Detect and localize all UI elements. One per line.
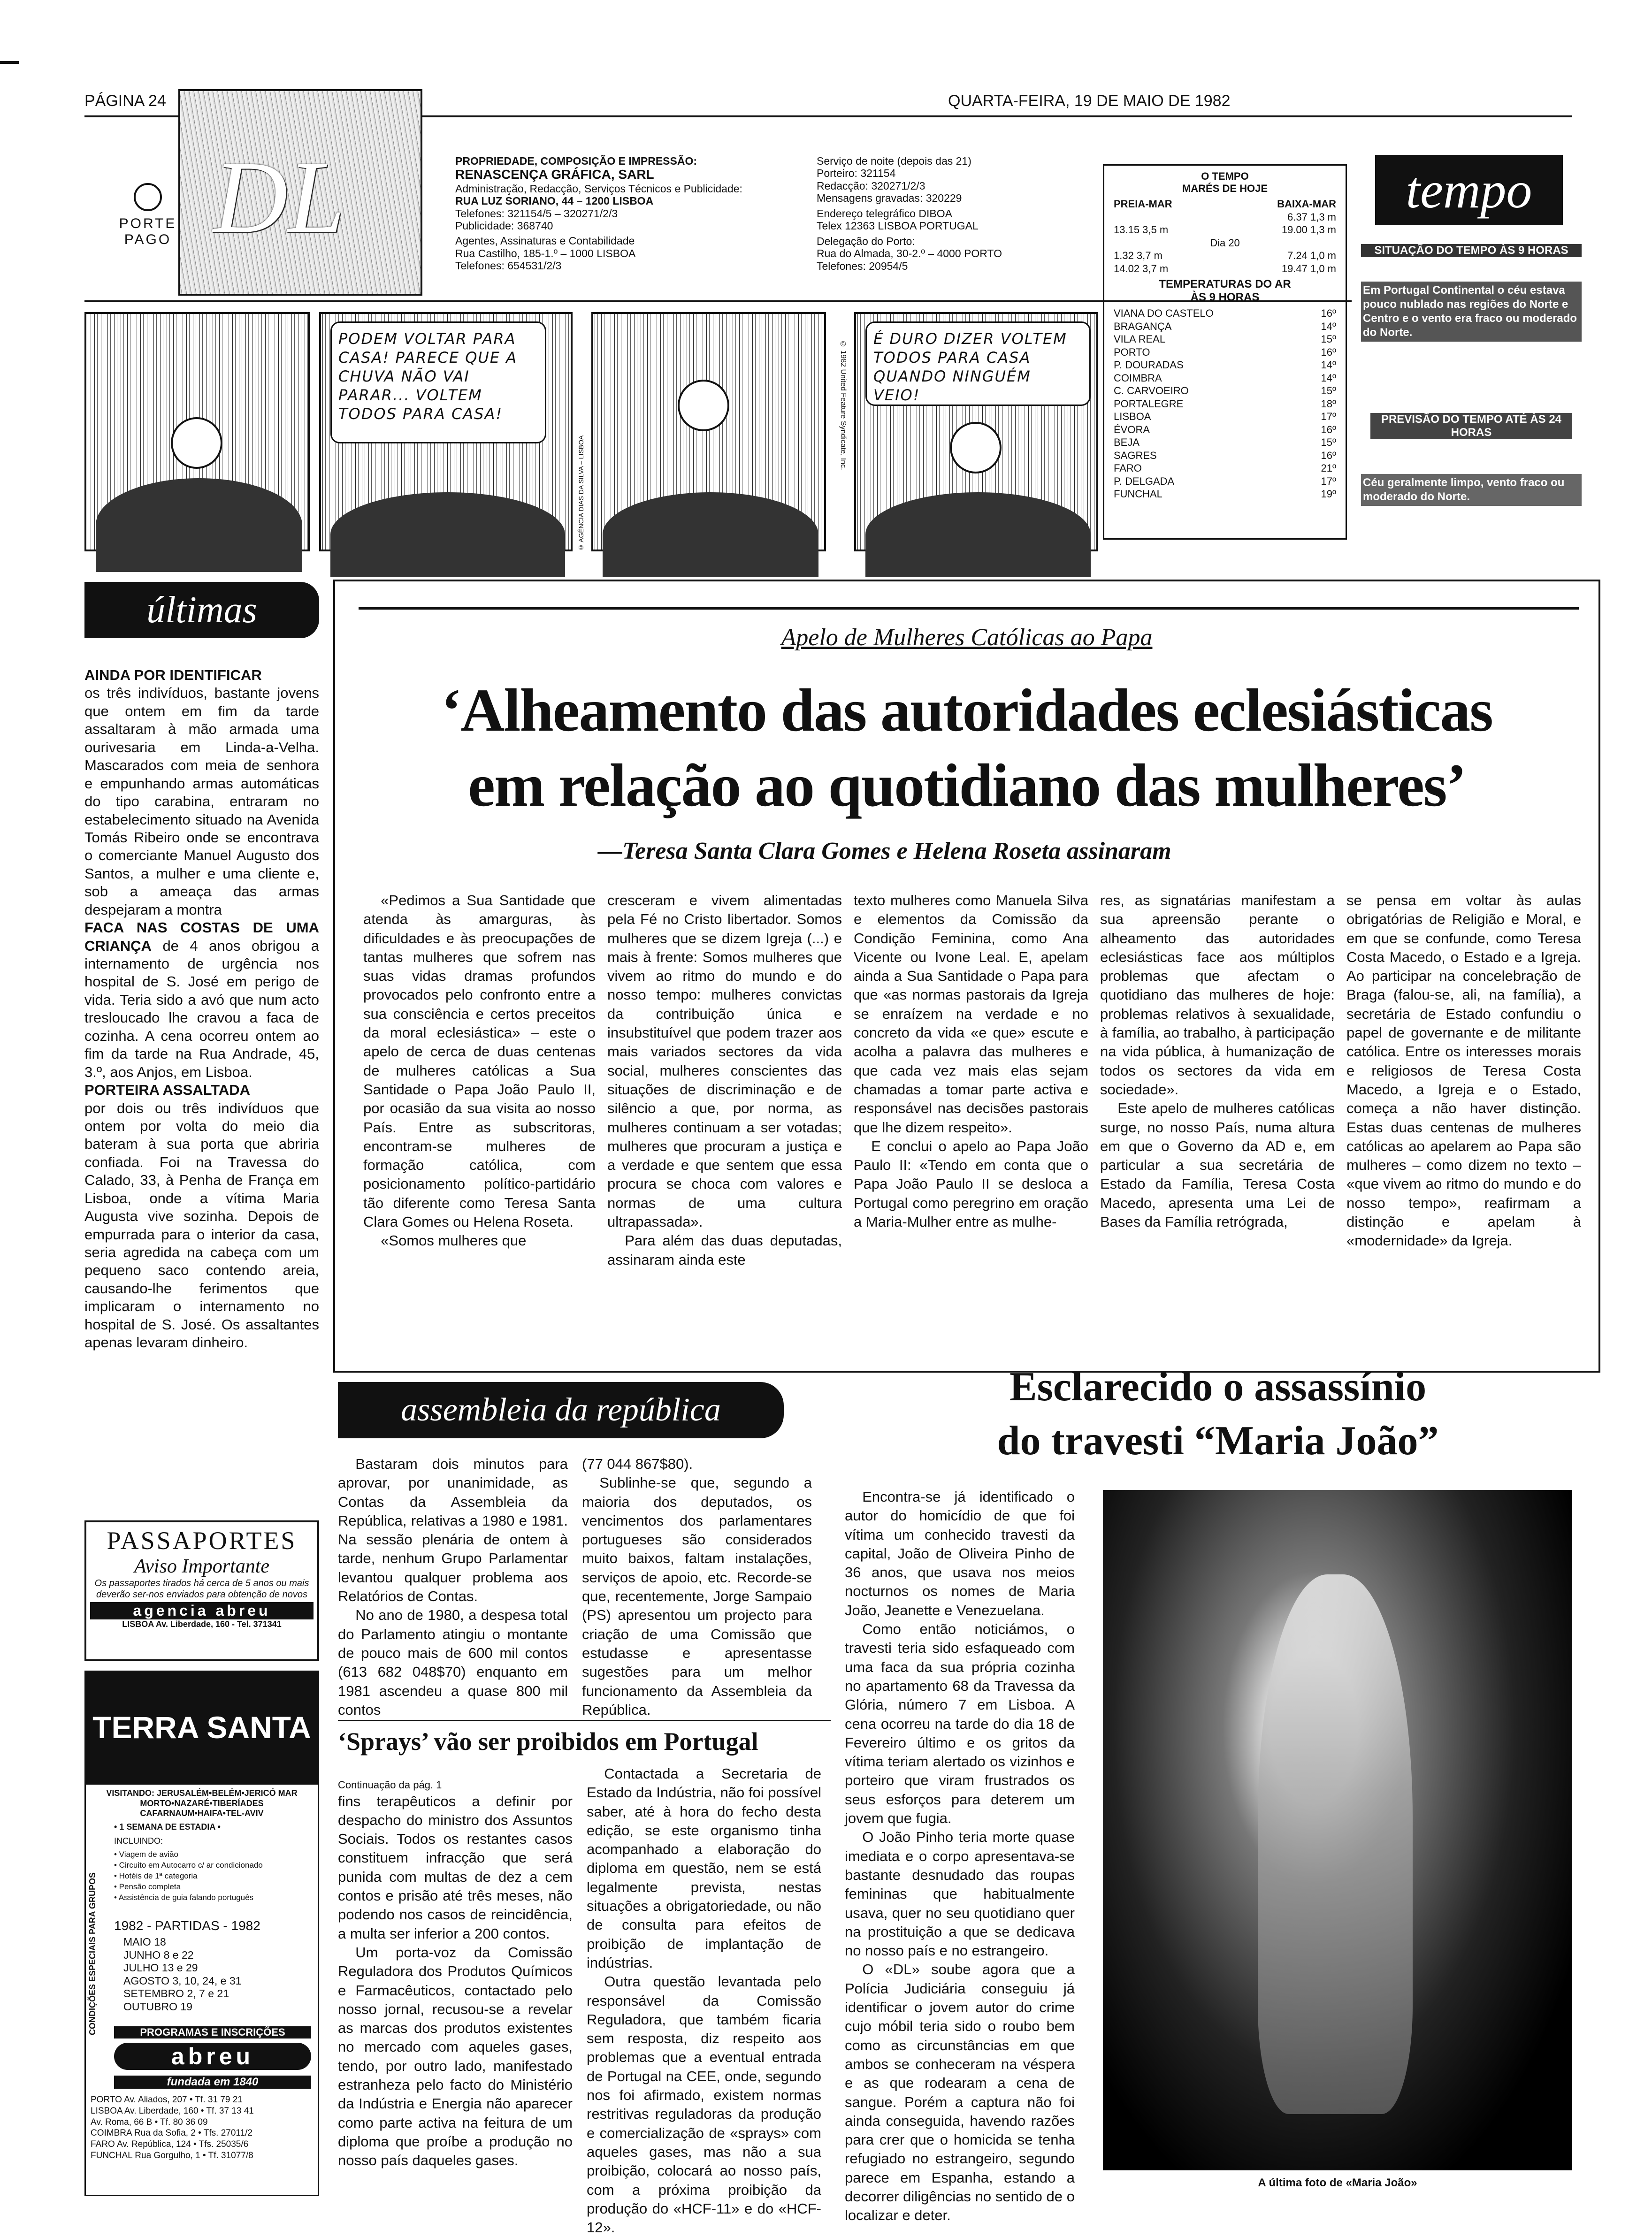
comic-panel-1	[84, 312, 310, 551]
city-temp: 17º	[1321, 411, 1336, 422]
city-name: LISBOA	[1114, 411, 1151, 422]
city-temp: 16º	[1321, 423, 1336, 435]
weather-title: O TEMPO	[1201, 170, 1249, 182]
tide-row	[1114, 237, 1336, 250]
tide-baixa-cell: 7.24 1,0 m	[1287, 250, 1336, 261]
story-byline: —Teresa Santa Clara Gomes e Helena Roseta assinaram	[598, 838, 1171, 864]
city-name: SAGRES	[1114, 449, 1157, 461]
city-temp-row	[1114, 475, 1336, 488]
story-top-rule	[359, 607, 1579, 610]
sprays-text-2: Contactada a Secretaria de Estado da Indústria, não foi possível saber, até à hora do fecho desta edição, se este organismo tinha acompanhado a elaboração do diploma em questão, nem se está legalmente prevista, nestas situações a obrigatoriedade, ou não de consulta para efeitos de proibição de implantação de indústrias.	[587, 1765, 821, 1971]
porteiro: Porteiro: 321154	[817, 167, 896, 180]
travesti-text-3: O João Pinho teria morte quase imediata e o corpo apresentava-se bastante desnudado das roupas femininas que habitualmente usava, quer no seu quotidiano quer na prostituição a que se dedicava no nosso país e no estrangeiro.	[845, 1829, 1075, 1959]
story-col3-text: texto mulheres como Manuela Silva e elementos da Comissão da Condição Feminina, como Ana Vicente ou Ivone Leal. E, apelam ainda a Sua Santidade o Papa para que «as normas pastorais da Igreja se enraízem na verdade e no concreto da vida «e que» escute e acolha a palavra das mulheres e que cada vez mais elas sejam chamadas a tomar parte activa e responsável nas decisões pastorais que lhe dizem respeito».	[854, 892, 1088, 1136]
tide-baixa-cell: 6.37 1,3 m	[1287, 211, 1336, 223]
story-col-3	[854, 891, 1088, 1360]
city-temp-row	[1114, 359, 1336, 372]
telex: Telex 12363 LISBOA PORTUGAL	[817, 220, 979, 232]
situacao-title: SITUAÇÃO DO TEMPO ÀS 9 HORAS	[1361, 244, 1582, 257]
mound	[603, 492, 818, 577]
mound	[96, 478, 302, 572]
sprays-col-1	[338, 1779, 573, 2201]
city-temp: 21º	[1321, 462, 1336, 474]
city-name: PORTO	[1114, 346, 1150, 358]
city-temp: 17º	[1321, 475, 1336, 487]
sprays-continuacao: Continuação da pág. 1	[338, 1779, 442, 1791]
city-name: P. DOURADAS	[1114, 359, 1184, 371]
tempo-logo: tempo	[1375, 155, 1563, 225]
mound	[330, 492, 565, 577]
city-temp: 14º	[1321, 372, 1336, 384]
tide-table	[1114, 211, 1336, 275]
main-story-box	[333, 580, 1600, 1373]
story-col1-text: «Pedimos a Sua Santidade que atenda às amarguras, às dificuldades e às preocupações de tantas mulheres que sofrem nas suas vidas dramas profundos provocados pelo confronto entre a sua consciência e certos preceitos da moral eclesiástica» – este o apelo de cerca de duas centenas de mulheres católicas a Sua Santidade o Papa João Paulo II, por ocasião da sua visita ao nosso País. Entre as subscritoras, encontram-se mulheres de formação católica, com posicionamento político-partidário tão diferente como Teresa Santa Clara Gomes ou Helena Roseta.	[363, 892, 596, 1230]
city-name: VIANA DO CASTELO	[1114, 307, 1214, 319]
city-name: FARO	[1114, 462, 1142, 474]
city-temp-row	[1114, 333, 1336, 346]
assembleia-col-1	[338, 1455, 568, 1741]
assembleia-logo: assembleia da república	[338, 1382, 784, 1438]
stamp-icon	[134, 183, 162, 211]
tide-row	[1114, 223, 1336, 237]
story-col1-text-b: «Somos mulheres que	[381, 1232, 527, 1249]
terra-santa-item: • Assistência de guia falando português	[114, 1893, 254, 1902]
ultimas-logo: últimas	[84, 582, 319, 638]
sprays-text-2b: Outra questão levantada pelo responsável da Comissão Reguladora, que também ficaria sem resposta, diz respeito aos problemas que a eventual entrada de Portugal na CEE, onde, segundo nos foi afirmado, existem normas restritivas reguladoras da produção e comercialização de «sprays» com aqueles gases, mas não a sua proibição, colocará ao nosso país, com a próxima proibição da produção do «HCF-11» e do «HCF-12».	[587, 1973, 821, 2236]
city-temp-row	[1114, 423, 1336, 436]
city-temp-row	[1114, 307, 1336, 320]
mound	[865, 492, 1091, 577]
story-col-5	[1346, 891, 1581, 1360]
city-temp: 18º	[1321, 397, 1336, 410]
passaportes-ad	[84, 1520, 319, 1661]
sprays-text-1b: Um porta-voz da Comissão Reguladora dos Produtos Químicos e Farmacêuticos, contactado pelo nosso jornal, recusou-se a revelar as marcas dos produtos existentes no mercado com aqueles gases, tendo, por outro lado, manifestado estranheza pelo facto do Ministério da Indústria e Energia não aparecer como parte activa na feitura de um diploma que proíbe a produção no nosso país daqueles gases.	[338, 1944, 573, 2169]
agentes-line: Agentes, Assinaturas e Contabilidade	[455, 235, 635, 247]
terra-santa-partida: AGOSTO 3, 10, 24, e 31	[123, 1974, 242, 1987]
address-line: RUA LUZ SORIANO, 44 – 1200 LISBOA	[455, 195, 654, 207]
city-temp-row	[1114, 397, 1336, 411]
tide-row	[1114, 211, 1336, 224]
terra-santa-office: LISBOA Av. Liberdade, 160 • Tf. 37 13 41	[91, 2106, 254, 2116]
city-temp-row	[1114, 410, 1336, 423]
delegacao-phones: Telefones: 20954/5	[817, 260, 908, 272]
city-name: ÉVORA	[1114, 423, 1150, 435]
passaportes-agency: agencia abreu	[90, 1602, 314, 1619]
city-temp-row	[1114, 488, 1336, 501]
travesti-photo-caption: A última foto de «Maria João»	[1258, 2176, 1417, 2189]
admin-line: Administração, Redacção, Serviços Técnicos e Publicidade:	[455, 182, 742, 195]
terra-santa-partidas-title: 1982 - PARTIDAS - 1982	[114, 1918, 260, 1933]
ultimas-head-3: PORTEIRA ASSALTADA	[84, 1082, 251, 1099]
servico-noite: Serviço de noite (depois das 21)	[817, 155, 971, 167]
city-name: BRAGANÇA	[1114, 320, 1172, 332]
terra-santa-incluindo: INCLUINDO:	[114, 1836, 163, 1846]
terra-santa-semana: • 1 SEMANA DE ESTADIA •	[114, 1822, 221, 1832]
weather-box	[1103, 164, 1347, 540]
tide-row	[1114, 249, 1336, 262]
terra-santa-item: • Viagem de avião	[114, 1850, 179, 1859]
charlie-brown-figure	[171, 417, 222, 469]
travesti-text-1: Encontra-se já identificado o autor do homicídio de que foi vítima um conhecido travesti da capital, João de Oliveira Pinho de 36 anos, que usava nos meios nocturnos os nomes de Maria João, Jeanette e Venezuelana.	[845, 1489, 1075, 1619]
story-col-2	[607, 891, 842, 1360]
masthead-info-right	[817, 155, 1108, 272]
travesti-text-4: O «DL» soube agora que a Polícia Judiciária conseguiu já identificar o jovem autor do crime cujo móbil teria sido o roubo bem como as circunstâncias em que ambos se conheceram na véspera e as que rodearam a cena de sangue. Porém a captura não foi ainda conseguida, havendo razões para crer que o homicida se tenha refugiado no estrangeiro, segundo parece em Espanha, estando a decorrer diligências no sentido de o localizar e deter.	[845, 1961, 1075, 2224]
publicidade-line: Publicidade: 368740	[455, 219, 553, 232]
agentes-address: Rua Castilho, 185-1.º – 1000 LISBOA	[455, 247, 636, 260]
terra-santa-items	[114, 1849, 316, 1903]
city-temp-row	[1114, 462, 1336, 475]
comic-panel-2	[319, 312, 573, 551]
page-corner-mark	[0, 61, 19, 64]
terra-santa-item: • Hotéis de 1ª categoria	[114, 1871, 198, 1880]
terra-santa-visitando: VISITANDO: JERUSALÉM•BELÉM•JERICÓ MAR MORTO•NAZARÉ•TIBERÍADES CAFARNAUM•HAIFA•TEL-AVIV	[106, 1788, 298, 1818]
delegacao-address: Rua do Almada, 30-2.º – 4000 PORTO	[817, 247, 1002, 260]
propriedade-label: PROPRIEDADE, COMPOSIÇÃO E IMPRESSÃO:	[455, 155, 697, 167]
baixa-mar-label: BAIXA-MAR	[1277, 198, 1336, 210]
tempo-panel	[1361, 136, 1582, 549]
comic-panel-4	[854, 312, 1098, 551]
photo-figure	[1258, 1574, 1413, 2114]
terra-santa-programas: PROGRAMAS E INSCRIÇÕES	[114, 2026, 311, 2038]
terra-santa-partida: JUNHO 8 e 22	[123, 1948, 194, 1961]
terra-santa-item: • Pensão completa	[114, 1882, 181, 1891]
city-temp: 16º	[1321, 449, 1336, 461]
temp-title: TEMPERATURAS DO AR	[1159, 278, 1291, 290]
story-col5-text: se pensa em voltar às aulas obrigatórias de Religião e Moral, e em que se confunde, como Teresa Costa Macedo, o Estado e a Igreja. Ao participar na concelebração de Braga (falou-se, ali, na família), a secretária de Estado confundiu o papel de governante e de militante católica. Entre os interesses morais e religiosos de Teresa Costa Macedo, a Igreja e o Estado, começa a não haver distinção. Estas duas centenas de mulheres católicas ao apelarem ao Papa são mulheres – como dizem no texto – «que vivem ao ritmo do mundo e do nosso tempo», reafirmam a distinção e apelam à «modernidade» da Igreja.	[1346, 892, 1581, 1249]
terra-santa-partida: OUTUBRO 19	[123, 2000, 192, 2013]
redaccao: Redacção: 320271/2/3	[817, 179, 925, 192]
story-col3-text-b: E conclui o apelo ao Papa João Paulo II: «Tendo em conta que o Papa João Paulo II se desloca a Portugal como peregrino em oração a Maria-Mulher entre as mulhe-	[854, 1138, 1088, 1230]
city-name: VILA REAL	[1114, 333, 1166, 345]
terra-santa-partida: SETEMBRO 2, 7 e 21	[123, 1987, 229, 2000]
company-name: RENASCENÇA GRÁFICA, SARL	[455, 167, 654, 182]
city-temp: 14º	[1321, 320, 1336, 332]
city-temp: 16º	[1321, 346, 1336, 358]
story-headline-1: ‘Alheamento das autoridades eclesiásticas	[441, 677, 1492, 744]
mensagens: Mensagens gravadas: 320229	[817, 192, 962, 205]
page-number: PÁGINA 24	[84, 92, 166, 110]
telegrafico: Endereço telegráfico DIBOA	[817, 207, 952, 220]
terra-santa-office: Av. Roma, 66 B • Tf. 80 36 09	[91, 2117, 208, 2127]
speech-bubble-2: É DURO DIZER VOLTEM TODOS PARA CASA QUANDO NINGUÉM VEIO!	[865, 321, 1091, 406]
passaportes-address: LISBOA Av. Liberdade, 160 - Tel. 371341	[122, 1619, 282, 1629]
assembleia-col-2	[582, 1455, 812, 1741]
terra-santa-partida: MAIO 18	[123, 1936, 166, 1948]
assembleia-text-1: Bastaram dois minutos para aprovar, por unanimidade, as Contas da Assembleia da República, relativas a 1980 e 1981. Na sessão plenária de ontem à tarde, nenhum Grupo Parlamentar levantou qualquer problema aos Relatórios de Contas.	[338, 1456, 568, 1605]
city-temp: 19º	[1321, 488, 1336, 500]
ultimas-text-1: os três indivíduos, bastante jovens que ontem em fim da tarde assaltaram à mão armada uma ourivesaria em Linda-a-Velha. Mascarados com meia de senhora e empunhando armas automáticas do tipo carabina, entraram no estabelecimento situado na Avenida Tomás Ribeiro onde se encontrava o comerciante Manuel Augusto dos Santos, a mulher e uma cliente e, sob a ameaça das armas despejaram a montra	[84, 685, 319, 918]
terra-santa-fundada: fundada em 1840	[114, 2076, 311, 2089]
assembleia-text-1b: No ano de 1980, a despesa total do Parlamento atingiu o montante de pouco mais de 600 mil contos (613 682 048$70) enquanto em 1981 ascendeu a quase 800 mil contos	[338, 1607, 568, 1718]
terra-santa-offices	[91, 2094, 316, 2161]
terra-santa-abreu: abreu	[114, 2043, 311, 2070]
charlie-brown-figure	[678, 380, 729, 431]
city-name: COIMBRA	[1114, 372, 1162, 384]
weather-subtitle: MARÉS DE HOJE	[1182, 183, 1268, 194]
travesti-photo	[1103, 1490, 1572, 2170]
tide-baixa-cell: 19.47 1,0 m	[1281, 262, 1336, 275]
city-name: BEJA	[1114, 436, 1140, 448]
travesti-headline-2: do travesti “Maria João”	[997, 1418, 1439, 1464]
terra-santa-side: CONDIÇÕES ESPECIAIS PARA GRUPOS	[88, 1872, 97, 2035]
sprays-top-rule	[338, 1720, 831, 1721]
city-temp-row	[1114, 346, 1336, 359]
temp-subtitle: ÀS 9 HORAS	[1190, 291, 1260, 304]
ultimas-text-2: de 4 anos obrigou a internamento de urgência nos hospital de S. José em perigo de vida. Teria sido a avó que num acto tresloucado lhe cravou a faca de cozinha. A cena ocorreu ontem ao fim da tarde na Rua Andrade, 45, 3.º, aos Anjos, em Lisboa.	[84, 937, 319, 1080]
city-name: FUNCHAL	[1114, 488, 1163, 500]
tide-preia-cell: Dia 20	[1210, 237, 1240, 249]
pago-label: PAGO	[124, 232, 172, 247]
porte-pago-stamp	[113, 178, 183, 296]
comic-credit-1: © AGÊNCIA DIAS DA SILVA – LISBOA	[577, 435, 585, 551]
previsao-text: Céu geralmente limpo, vento fraco ou moderado do Norte.	[1361, 474, 1582, 506]
tide-preia-cell: 1.32 3,7 m	[1114, 250, 1163, 261]
city-temp: 15º	[1321, 385, 1336, 397]
tide-preia-cell: 13.15 3,5 m	[1114, 224, 1169, 236]
sprays-col-2	[587, 1764, 821, 2236]
dl-logo: DL	[213, 140, 345, 254]
assembleia-text-2b: Sublinhe-se que, segundo a maioria dos deputados, os vencimentos dos parlamentares portugueses são considerados muito baixos, faltam instalações, serviços de apoio, etc. Recorde-se que, recentemente, Jorge Sampaio (PS) apresentou um projecto para criação de uma Comissão que estudasse e apresentasse sugestões para um melhor funcionamento da Assembleia da República.	[582, 1474, 812, 1718]
comic-credit-2: © 1982 United Feature Syndicate, Inc.	[839, 340, 847, 470]
city-temp-row	[1114, 372, 1336, 385]
delegacao: Delegação do Porto:	[817, 235, 915, 247]
terra-santa-title: TERRA SANTA	[92, 1710, 311, 1745]
travesti-headline-1: Esclarecido o assassínio	[1009, 1364, 1427, 1410]
city-temp: 14º	[1321, 359, 1336, 371]
city-name: P. DELGADA	[1114, 475, 1175, 487]
masthead-logo-box	[178, 89, 422, 296]
comic-panel-3	[591, 312, 826, 551]
phones-line: Telefones: 321154/5 – 320271/2/3	[455, 207, 618, 220]
story-col-1	[363, 891, 596, 1360]
tide-row	[1114, 262, 1336, 275]
terra-santa-partida: JULHO 13 e 29	[123, 1962, 198, 1974]
masthead-info-left	[455, 155, 765, 272]
city-name: PORTALEGRE	[1114, 397, 1184, 410]
story-col2-text-b: Para além das duas deputadas, assinaram ainda este	[607, 1232, 842, 1268]
passaportes-title: PASSAPORTES	[107, 1527, 297, 1555]
terra-santa-office: FUNCHAL Rua Gorgulho, 1 • Tf. 31077/8	[91, 2150, 253, 2161]
previsao-title: PREVISÃO DO TEMPO ATÉ ÀS 24 HORAS	[1370, 413, 1572, 439]
passaportes-subtitle: Aviso Importante	[134, 1556, 270, 1577]
temperature-table	[1114, 307, 1336, 501]
city-temp-row	[1114, 320, 1336, 333]
charlie-brown-figure	[950, 422, 1002, 473]
story-col4-text: res, as signatárias manifestam a sua apreensão perante o alheamento das autoridades eclesiásticas face aos múltiplos problemas que afectam o quotidiano das mulheres de hoje: problemas relativos à sexualidade, à família, ao trabalho, à participação na vida pública, à humanização de todos os sectores da vida em sociedade».	[1100, 892, 1335, 1098]
porte-label: PORTE	[119, 216, 177, 231]
ultimas-text-3: por dois ou três indivíduos que ontem por volta do meio dia bateram à sua porta que abriria confiada. Foi na Travessa do Calado, 33, à Penha de França em Lisboa, onde a vítima Maria Augusta vive sozinha. Depois de empurrada para o interior da casa, seria agredida na cabeça com um pequeno saco contendo areia, causando-lhe ferimentos que implicaram o internamento no hospital de S. José. Os assaltantes apenas levaram dinheiro.	[84, 1099, 319, 1351]
situacao-text: Em Portugal Continental o céu estava pouco nublado nas regiões do Norte e Centro e o vento era fraco ou moderado do Norte.	[1361, 282, 1582, 342]
city-temp: 16º	[1321, 307, 1336, 319]
city-temp-row	[1114, 384, 1336, 397]
terra-santa-ad	[84, 1671, 319, 2196]
city-temp: 15º	[1321, 333, 1336, 345]
story-headline-2: em relação ao quotidiano das mulheres’	[468, 752, 1466, 819]
passaportes-text: Os passaportes tirados há cerca de 5 anos ou mais deverão ser-nos enviados para obtenção de novos	[94, 1578, 309, 1600]
comic-strip	[84, 312, 1098, 556]
story-kicker: Apelo de Mulheres Católicas ao Papa	[781, 624, 1153, 651]
travesti-column	[845, 1488, 1075, 2224]
assembleia-text-2: (77 044 867$80).	[582, 1456, 693, 1472]
tide-baixa-cell: 19.00 1,3 m	[1281, 224, 1336, 236]
story-col2-text: cresceram e vivem alimentadas pela Fé no Cristo libertador. Somos mulheres que se dizem Igreja (...) e mais à frente: Somos mulheres que vivem ao ritmo do mundo e do nosso tempo: mulheres convictas da contribuição única e insubstituível que podem trazer aos mais variados sectores da vida social, mulheres conscientes das situações de discriminação e de silêncio a que, por norma, as mulheres continuam a ser votadas; mulheres que procuram a justiça e a verdade e que sentem que essa procura se choca com valores e normas de uma cultura ultrapassada».	[607, 892, 842, 1230]
city-temp-row	[1114, 449, 1336, 462]
terra-santa-office: PORTO Av. Aliados, 207 • Tf. 31 79 21	[91, 2095, 243, 2105]
sprays-text-1: fins terapêuticos a definir por despacho do ministro dos Assuntos Sociais. Todos os restantes casos constituem infracção que será punida com multas de dez a cem contos e prisão até três meses, não podendo nos casos de reincidência, a multa ser inferior a 200 contos.	[338, 1793, 573, 1942]
terra-santa-partidas	[123, 1936, 316, 2014]
travesti-text-2: Como então noticiámos, o travesti teria sido esfaqueado com uma faca da sua própria cozinha no apartamento 68 da Travessa da Glória, número 7 em Lisboa. A cena ocorreu na tarde do dia 18 de Fevereiro último e os gritos da vítima teriam alertado os vizinhos e porteiro que viram frustrados os seus esforços para deterem um jovem que fugia.	[845, 1621, 1075, 1827]
sprays-headline: ‘Sprays’ vão ser proibidos em Portugal	[338, 1727, 758, 1756]
city-name: C. CARVOEIRO	[1114, 385, 1189, 397]
terra-santa-item: • Circuito em Autocarro c/ ar condicionado	[114, 1860, 263, 1870]
story-col-4	[1100, 891, 1335, 1360]
terra-santa-office: COIMBRA Rua da Sofia, 2 • Tfs. 27011/2	[91, 2128, 252, 2138]
speech-bubble-1: PODEM VOLTAR PARA CASA! PARECE QUE A CHUVA NÃO VAI PARAR... VOLTEM TODOS PARA CASA!	[330, 321, 546, 443]
terra-santa-office: FARO Av. República, 124 • Tfs. 25035/6	[91, 2139, 249, 2149]
page-date: QUARTA-FEIRA, 19 DE MAIO DE 1982	[948, 92, 1231, 110]
ultimas-head-1: AINDA POR IDENTIFICAR	[84, 667, 262, 683]
story-col4-text-b: Este apelo de mulheres católicas surge, no nosso País, numa altura em que o Governo da AD e, em particular a sua secretária de Estado da Família, Teresa Costa Macedo, apresenta uma Lei de Bases da Família retrógrada,	[1100, 1100, 1335, 1230]
preia-mar-label: PREIA-MAR	[1114, 198, 1172, 210]
ultimas-head-2: FACA NAS COSTAS DE UMA CRIANÇA	[84, 919, 319, 954]
ultimas-column	[84, 666, 319, 1520]
city-temp-row	[1114, 436, 1336, 449]
agentes-phones: Telefones: 654531/2/3	[455, 260, 562, 272]
city-temp: 15º	[1321, 436, 1336, 448]
tide-preia-cell: 14.02 3,7 m	[1114, 262, 1169, 275]
